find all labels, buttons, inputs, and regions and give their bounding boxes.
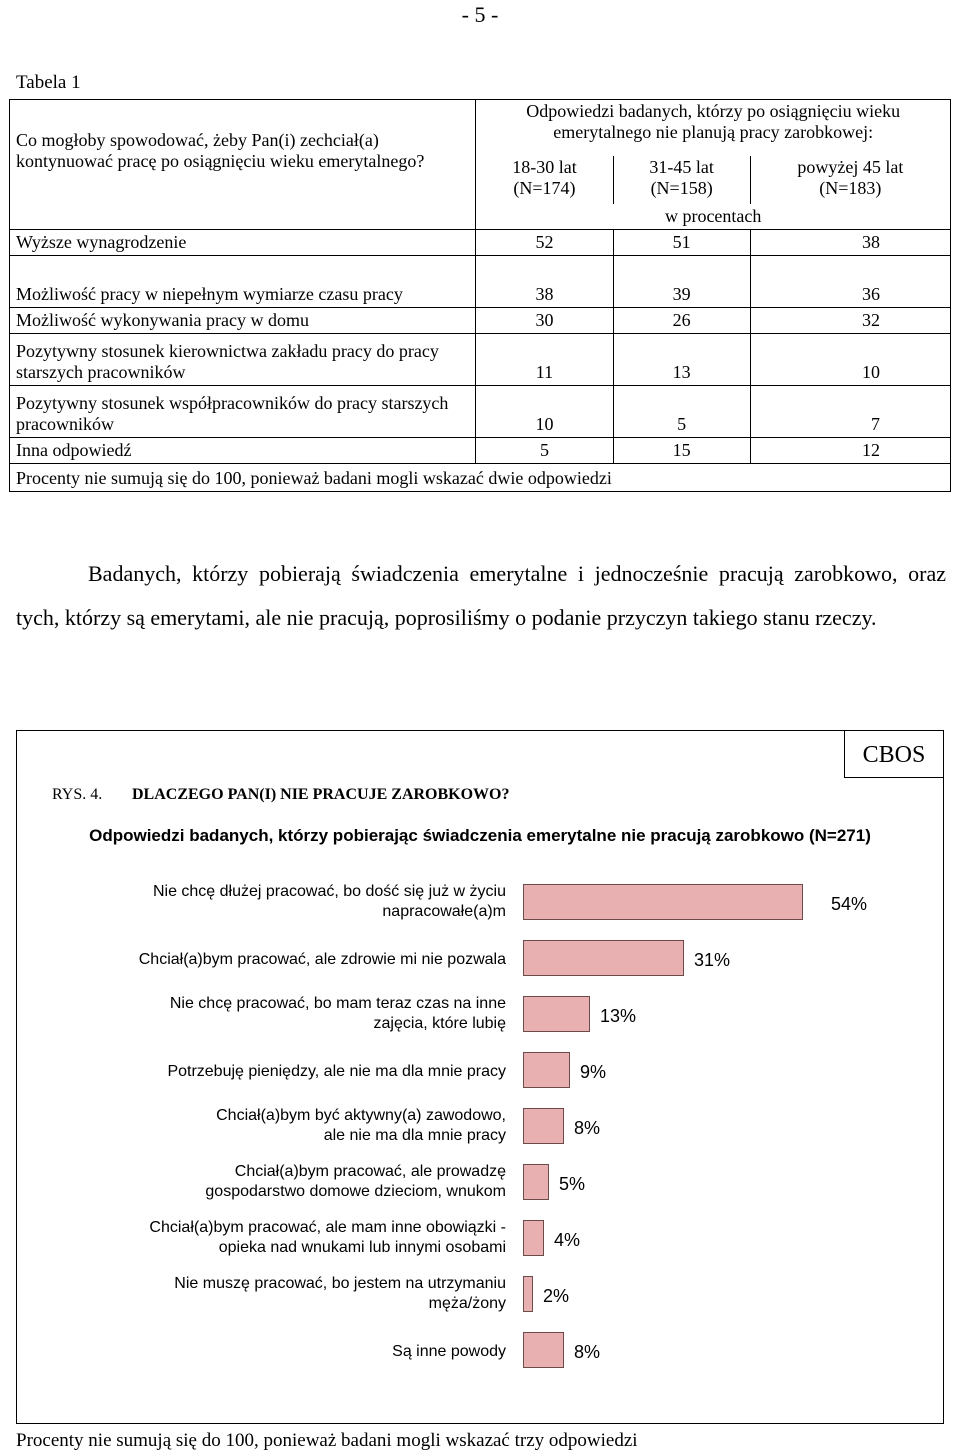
row-label: Możliwość wykonywania pracy w domu (10, 308, 476, 334)
unit-label: w procentach (476, 204, 951, 230)
column-n: (N=174) (513, 177, 576, 198)
bar (523, 940, 684, 976)
bar-value-label: 9% (580, 1062, 607, 1082)
table-row (10, 308, 951, 334)
cell-value: 7 (750, 386, 950, 438)
cell-value: 11 (476, 334, 613, 386)
bar-category-label: Nie chcę pracować, bo mam teraz czas na inne zajęcia, które lubię (169, 995, 506, 1032)
bar-category-label: Są inne powody (392, 1343, 506, 1360)
cell-value: 36 (750, 256, 950, 308)
cell-value: 52 (476, 230, 613, 256)
cell-value: 12 (750, 438, 950, 464)
table-row (10, 334, 951, 386)
figure-subtitle: Odpowiedzi badanych, którzy pobierając świadczenia emerytalne nie pracują zarobkowo (N=271) (89, 826, 871, 845)
column-header-31-45 (613, 156, 750, 204)
figure-title: DLACZEGO PAN(I) NIE PRACUJE ZAROBKOWO? (132, 786, 510, 803)
cell-value: 38 (476, 256, 613, 308)
cell-value: 5 (476, 438, 613, 464)
cell-value: 38 (750, 230, 950, 256)
bar-category-label: Chciał(a)bym pracować, ale prowadzę gospodarstwo domowe dzieciom, wnukom (205, 1163, 506, 1200)
bar-value-label: 13% (600, 1006, 637, 1026)
body-paragraph-text: Badanych, którzy pobierają świadczenia emerytalne i jednocześnie pracują zarobkowo, oraz tych, którzy są emerytami, ale nie pracują, poprosiliśmy o podanie przyczyn takiego stanu rzeczy. (16, 561, 946, 630)
brand-logo: CBOS (844, 730, 944, 778)
bar-value-label: 2% (543, 1286, 570, 1306)
table-question: Co mogłoby spowodować, żeby Pan(i) zechciał(a) kontynuować pracę po osiągnięciu wieku emerytalnego? (10, 100, 476, 230)
page-number: - 5 - (461, 2, 499, 27)
table-row (10, 230, 951, 256)
bar-category-label: Chciał(a)bym być aktywny(a) zawodowo, ale nie ma dla mnie pracy (216, 1107, 506, 1144)
row-label: Możliwość pracy w niepełnym wymiarze czasu pracy (10, 256, 476, 308)
bar-category-label: Chciał(a)bym pracować, ale zdrowie mi nie pozwala (138, 951, 506, 968)
bar-value-label: 31% (694, 950, 731, 970)
cell-value: 13 (613, 334, 750, 386)
row-label: Pozytywny stosunek współpracowników do pracy starszych pracowników (10, 386, 476, 438)
bar-value-label: 8% (574, 1342, 601, 1362)
bar-value-label: 8% (574, 1118, 601, 1138)
bar-category-label: Chciał(a)bym pracować, ale mam inne obowiązki - opieka nad wnukami lub innymi osobami (149, 1219, 506, 1256)
bar (523, 1052, 570, 1088)
table-caption: Tabela 1 (16, 72, 81, 93)
column-age: 31-45 lat (649, 156, 714, 177)
bar-category-label: Nie muszę pracować, bo jestem na utrzymaniu męża/żony (174, 1275, 506, 1312)
table-row (10, 256, 951, 308)
figure-label: RYS. 4. (52, 786, 103, 803)
table-row (10, 386, 951, 438)
row-label: Pozytywny stosunek kierownictwa zakładu pracy do pracy starszych pracowników (10, 334, 476, 386)
cell-value: 32 (750, 308, 950, 334)
column-age: 18-30 lat (512, 156, 577, 177)
bar-category-label: Potrzebuję pieniędzy, ale nie ma dla mnie pracy (167, 1063, 506, 1080)
bar (523, 1332, 564, 1368)
cell-value: 10 (476, 386, 613, 438)
table-row (10, 438, 951, 464)
column-header-over-45 (750, 156, 950, 204)
bar-value-label: 54% (831, 894, 868, 914)
figure-footnote: Procenty nie sumują się do 100, ponieważ badani mogli wskazać trzy odpowiedzi (16, 1430, 638, 1451)
bar (523, 1164, 549, 1200)
table-header-group: Odpowiedzi badanych, którzy po osiągnięciu wieku emerytalnego nie planują pracy zarobkowej: (476, 100, 951, 156)
body-paragraph (16, 552, 946, 640)
cell-value: 51 (613, 230, 750, 256)
cell-value: 5 (613, 386, 750, 438)
row-label: Wyższe wynagrodzenie (10, 230, 476, 256)
bar-value-label: 4% (554, 1230, 581, 1250)
column-age: powyżej 45 lat (797, 156, 904, 177)
cell-value: 30 (476, 308, 613, 334)
bar-value-label: 5% (559, 1174, 586, 1194)
bar (523, 996, 590, 1032)
bar (523, 1276, 533, 1312)
bar-category-label: Nie chcę dłużej pracować, bo dość się już w życiu napracowałe(a)m (152, 883, 506, 920)
bar (523, 1220, 544, 1256)
row-label: Inna odpowiedź (10, 438, 476, 464)
cell-value: 15 (613, 438, 750, 464)
cell-value: 39 (613, 256, 750, 308)
bar (523, 884, 803, 920)
cell-value: 10 (750, 334, 950, 386)
column-header-18-30 (476, 156, 613, 204)
table-note: Procenty nie sumują się do 100, ponieważ badani mogli wskazać dwie odpowiedzi (10, 464, 951, 492)
cell-value: 26 (613, 308, 750, 334)
column-n: (N=158) (650, 177, 713, 198)
bar (523, 1108, 564, 1144)
column-n: (N=183) (819, 177, 882, 198)
data-table (9, 99, 951, 492)
